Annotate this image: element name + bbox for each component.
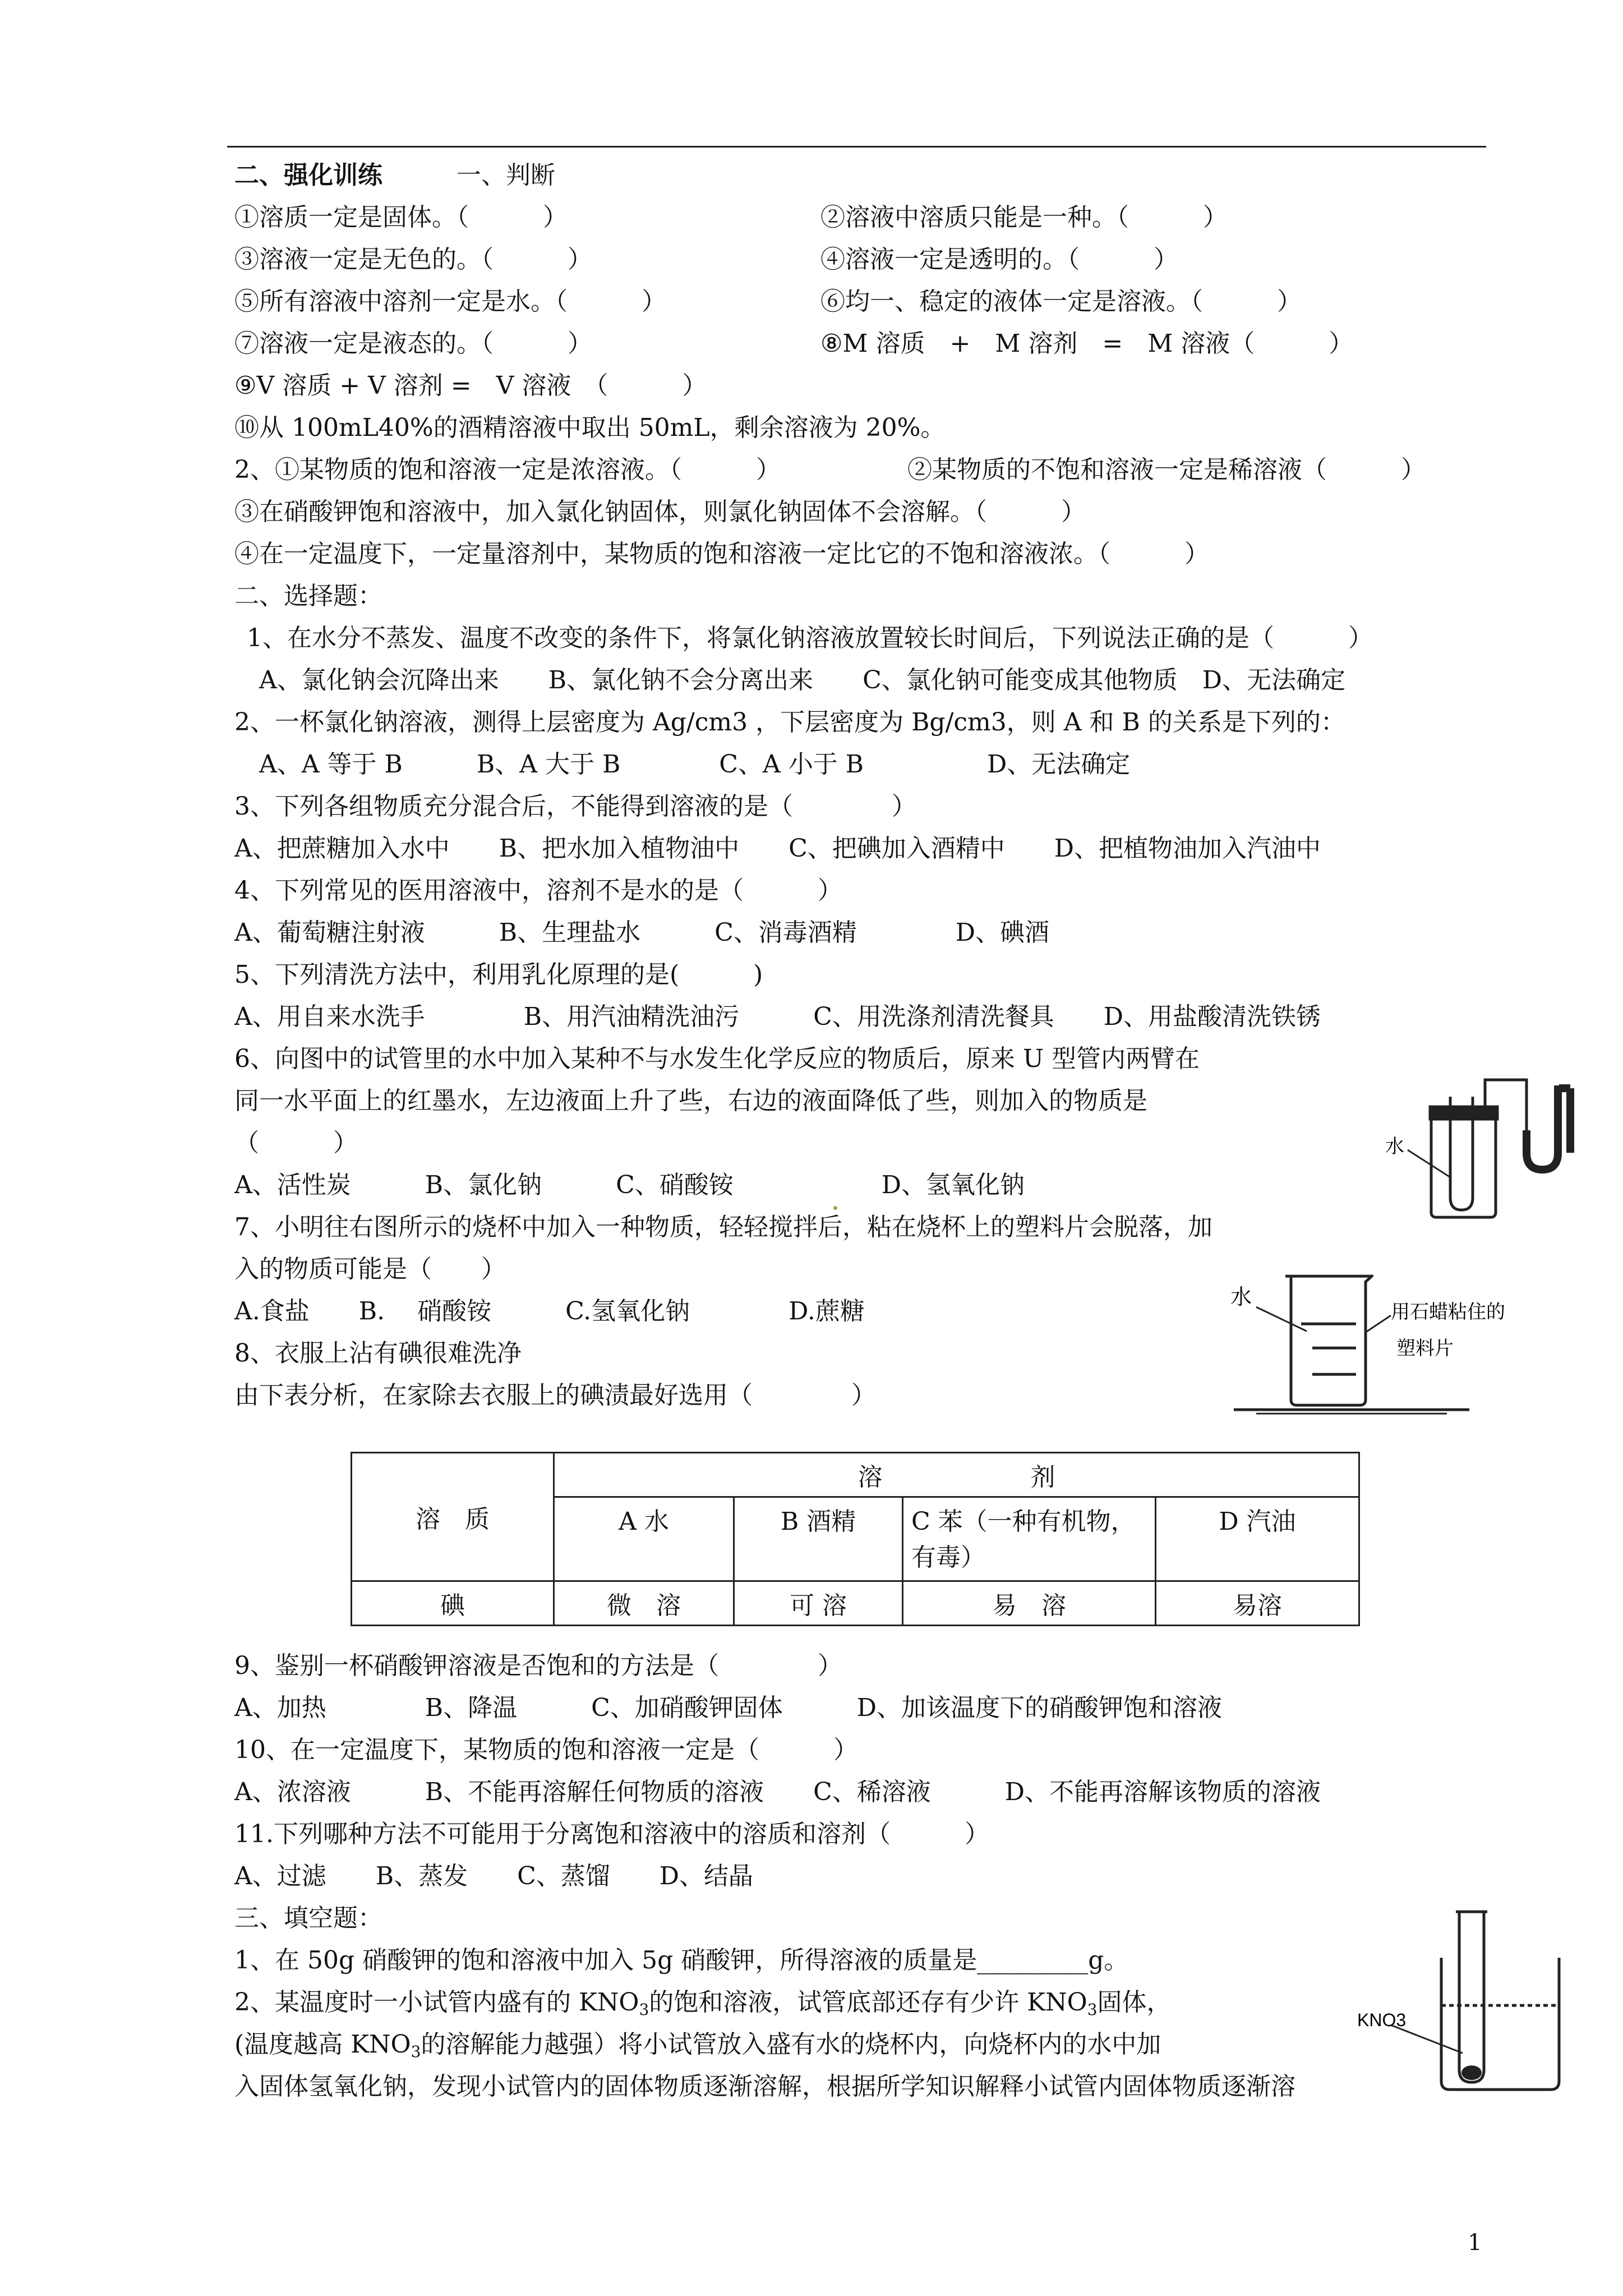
u-tube-apparatus-figure — [1374, 1063, 1610, 1231]
table-row — [352, 1581, 1359, 1626]
judge-q5: ⑤所有溶液中溶剂一定是水。（ ） — [234, 287, 666, 316]
u-tube — [1527, 1085, 1558, 1170]
judge-q2c: ③在硝酸钾饱和溶液中，加入氯化钠固体，则氯化钠固体不会溶解。（ ） — [234, 498, 1086, 526]
fill-q1-blank[interactable]: _________ — [977, 1946, 1089, 1975]
cell-benzene: 易 溶 — [903, 1581, 1156, 1626]
fill-heading: 三、填空题： — [234, 1904, 382, 1932]
judge-q2a: 2、①某物质的饱和溶液一定是浓溶液。（ ） — [234, 455, 781, 484]
fill-q1-text: 1、在 50g 硝酸钾的饱和溶液中加入 5g 硝酸钾，所得溶液的质量是 — [234, 1946, 978, 1975]
choice-q2: 2、一杯氯化钠溶液，测得上层密度为 Ag/cm3 ，下层密度为 Bg/cm3，则 A 和 B 的关系是下列的： — [234, 708, 1345, 737]
choice-q7-options: A.食盐 B. 硝酸铵 C.氢氧化钠 D.蔗糖 — [234, 1297, 865, 1326]
fill-q2-line1 — [234, 1986, 1172, 2019]
col-b-header: B 酒精 — [734, 1497, 903, 1581]
judge-q3: ③溶液一定是无色的。（ ） — [234, 245, 592, 274]
judge-q7: ⑦溶液一定是液态的。（ ） — [234, 329, 592, 358]
judge-q10: ⑩从 100mL40%的酒精溶液中取出 50mL，剩余溶液为 20%。 — [234, 413, 946, 442]
judge-q2: ②溶液中溶质只能是一种。（ ） — [820, 203, 1228, 232]
kno3-solid — [1461, 2065, 1482, 2080]
choice-q3: 3、下列各组物质充分混合后，不能得到溶液的是（ ） — [234, 792, 916, 821]
judge-q4: ④溶液一定是透明的。（ ） — [820, 245, 1178, 274]
fill-q2-text-b: 的饱和溶液，试管底部还存有少许 KNO — [649, 1988, 1087, 2017]
header-rule — [227, 146, 1486, 148]
solute-header: 溶 质 — [352, 1453, 554, 1581]
choice-q5-options: A、用自来水洗手 B、用汽油精洗油污 C、用洗涤剂清洗餐具 D、用盐酸清洗铁锈 — [234, 1002, 1321, 1031]
col-d-header: D 汽油 — [1156, 1497, 1359, 1581]
choice-q7-line2: 入的物质可能是（ ） — [234, 1255, 506, 1283]
fig2-note-line2: 塑料片 — [1396, 1338, 1454, 1359]
choice-q7-line1: 7、小明往右图所示的烧杯中加入一种物质，轻轻搅拌后，粘在烧杯上的塑料片会脱落，加 — [234, 1213, 1212, 1241]
choice-q1-options: A、氯化钠会沉降出来 B、氯化钠不会分离出来 C、氯化钠可能变成其他物质 D、无法确定 — [259, 666, 1346, 694]
choice-q9: 9、鉴别一杯硝酸钾溶液是否饱和的方法是（ ） — [234, 1651, 842, 1680]
connecting-tube — [1485, 1080, 1527, 1130]
choice-q6-line2: 同一水平面上的红墨水，左边液面上升了些，右边的液面降低了些，则加入的物质是 — [234, 1087, 1147, 1115]
choice-q2-options: A、A 等于 B B、A 大于 B C、A 小于 B D、无法确定 — [259, 750, 1131, 779]
table-row — [352, 1453, 1359, 1497]
fill-q2-text-e: 的溶解能力越强）将小试管放入盛有水的烧杯内，向烧杯内的水中加 — [421, 2030, 1161, 2059]
choice-q6-line1: 6、向图中的试管里的水中加入某种不与水发生化学反应的物质后，原来 U 型管内两臂在 — [234, 1045, 1200, 1073]
fig2-water-label: 水 — [1230, 1286, 1252, 1309]
fig3-label: KNO3 — [1357, 2010, 1407, 2030]
judge-q6: ⑥均一、稳定的液体一定是溶液。（ ） — [820, 287, 1302, 316]
row-label: 碘 — [352, 1581, 554, 1626]
subscript-3: 3 — [411, 2042, 421, 2061]
col-a-header: A 水 — [554, 1497, 734, 1581]
choice-q5: 5、下列清洗方法中，利用乳化原理的是( ) — [234, 960, 763, 989]
kno3-beaker-figure — [1357, 1902, 1570, 2104]
subscript-3: 3 — [639, 2000, 649, 2019]
judge-q2d: ④在一定温度下，一定量溶剂中，某物质的饱和溶液一定比它的不饱和溶液浓。（ ） — [234, 540, 1209, 568]
fill-q2-text-c: 固体， — [1097, 1988, 1172, 2017]
choice-q11: 11.下列哪种方法不可能用于分离饱和溶液中的溶质和溶剂（ ） — [234, 1820, 989, 1848]
choice-q10-options: A、浓溶液 B、不能再溶解任何物质的溶液 C、稀溶液 D、不能再溶解该物质的溶液 — [234, 1778, 1321, 1806]
choice-q6-options: A、活性炭 B、氯化钠 C、硝酸铵 D、氢氧化钠 — [234, 1171, 1025, 1199]
choice-q8-line2: 由下表分析，在家除去衣服上的碘渍最好选用（ ） — [234, 1381, 876, 1410]
judge-q2b: ②某物质的不饱和溶液一定是稀溶液（ ） — [907, 455, 1426, 484]
subscript-3: 3 — [1087, 2000, 1098, 2019]
choice-q8-line1: 8、衣服上沾有碘很难洗净 — [234, 1339, 522, 1368]
stopper — [1430, 1107, 1497, 1119]
choice-q4-options: A、葡萄糖注射液 B、生理盐水 C、消毒酒精 D、碘酒 — [234, 918, 1050, 947]
section-heading — [234, 159, 555, 192]
fill-q1-unit: g。 — [1088, 1946, 1129, 1975]
water-pointer — [1256, 1307, 1307, 1331]
beaker-outline — [1291, 1275, 1373, 1405]
fill-q2-line2 — [234, 2028, 1161, 2062]
judge-q8: ⑧M 溶质 + M 溶剂 = M 溶液（ ） — [820, 329, 1354, 358]
choice-q6-line3: （ ） — [234, 1129, 358, 1157]
judge-q1: ①溶质一定是固体。（ ） — [234, 203, 568, 232]
inner-test-tube — [1459, 1913, 1484, 2082]
judge-q9: ⑨V 溶质 + V 溶剂 = V 溶液 （ ） — [234, 371, 707, 400]
fill-q2-text-d: (温度越高 KNO — [234, 2030, 411, 2059]
fill-q2-text-a: 2、某温度时一小试管内盛有的 KNO — [234, 1988, 639, 2017]
choice-q3-options: A、把蔗糖加入水中 B、把水加入植物油中 C、把碘加入酒精中 D、把植物油加入汽油中 — [234, 834, 1321, 863]
cell-water: 微 溶 — [554, 1581, 734, 1626]
cell-alcohol: 可 溶 — [734, 1581, 903, 1626]
note-pointer — [1366, 1315, 1391, 1332]
choice-q10: 10、在一定温度下，某物质的饱和溶液一定是（ ） — [234, 1736, 858, 1764]
choice-heading: 二、选择题： — [234, 582, 382, 610]
fig2-note-line1: 用石蜡粘住的 — [1391, 1301, 1505, 1323]
solvent-header: 溶 剂 — [554, 1453, 1359, 1497]
fill-q1 — [234, 1944, 1128, 1977]
fill-q2-line3: 入固体氢氧化钠，发现小试管内的固体物质逐渐溶解，根据所学知识解释小试管内固体物质逐渐溶 — [234, 2072, 1295, 2101]
solubility-table — [351, 1452, 1360, 1626]
choice-q1: 1、在水分不蒸发、温度不改变的条件下，将氯化钠溶液放置较长时间后，下列说法正确的是（ ） — [247, 624, 1373, 652]
fig1-label: 水 — [1385, 1136, 1404, 1157]
cell-gasoline: 易溶 — [1156, 1581, 1359, 1626]
col-c-header: C 苯（一种有机物，有毒） — [903, 1497, 1156, 1581]
stray-mark — [833, 1206, 837, 1210]
beaker-figure — [1223, 1265, 1537, 1433]
choice-q9-options: A、加热 B、降温 C、加硝酸钾固体 D、加该温度下的硝酸钾饱和溶液 — [234, 1694, 1223, 1722]
section-subtitle: 一、判断 — [457, 161, 555, 190]
bottle-outline — [1431, 1116, 1496, 1217]
pointer-line — [1408, 1150, 1451, 1178]
section-title: 二、强化训练 — [234, 161, 382, 190]
page-number: 1 — [1468, 2230, 1482, 2256]
choice-q4: 4、下列常见的医用溶液中，溶剂不是水的是（ ） — [234, 876, 842, 905]
choice-q11-options: A、过滤 B、蒸发 C、蒸馏 D、结晶 — [234, 1862, 754, 1890]
